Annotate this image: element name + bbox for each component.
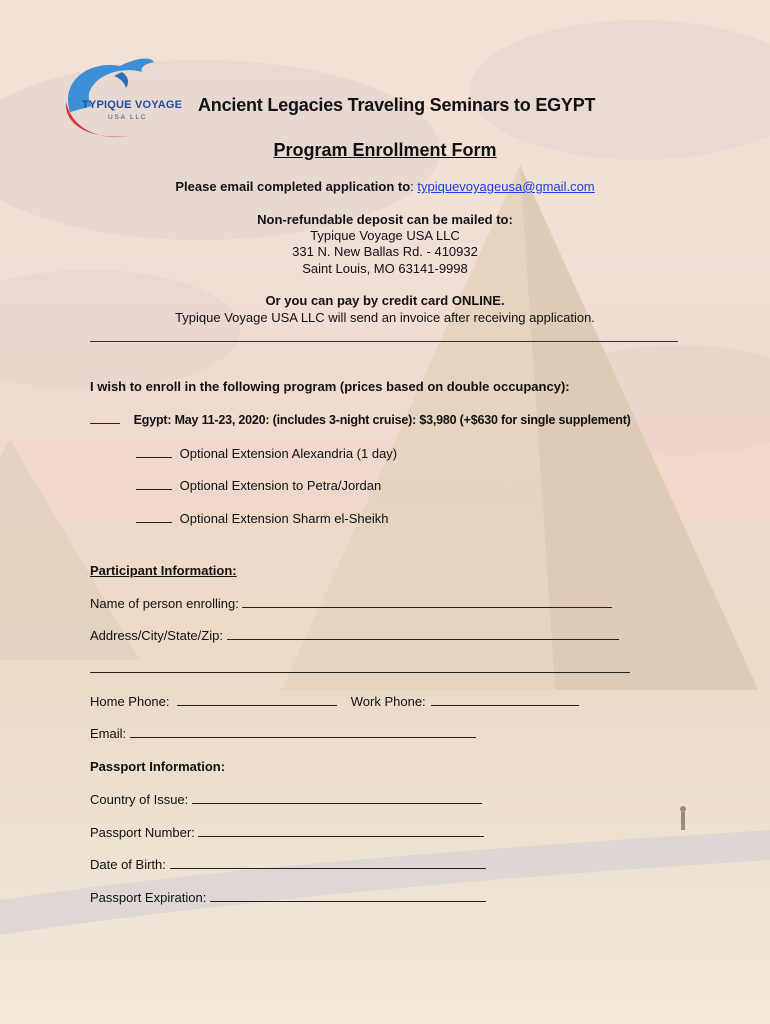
option-blank-2[interactable] (136, 478, 172, 490)
expiration-label: Passport Expiration: (90, 890, 207, 905)
option-row-3 (136, 511, 388, 526)
expiration-field[interactable] (210, 890, 486, 902)
mail-line-1: Typique Voyage USA LLC (310, 228, 460, 243)
option-label-1: Optional Extension Alexandria (1 day) (179, 446, 398, 461)
email-instruction (0, 179, 770, 194)
country-label: Country of Issue: (90, 792, 189, 807)
page-title: Ancient Legacies Traveling Seminars to EGYPT (198, 95, 596, 115)
mail-line-3: Saint Louis, MO 63141-9998 (302, 261, 468, 276)
email-link[interactable]: typiquevoyageusa@gmail.com (417, 179, 595, 194)
dob-row (90, 857, 486, 872)
email-instruction-label: Please email completed application to (175, 179, 411, 194)
email-label: Email: (90, 726, 127, 741)
name-row (90, 596, 612, 611)
enroll-heading: I wish to enroll in the following program (prices based on double occupancy): (90, 379, 570, 394)
work-phone-label: Work Phone: (350, 694, 426, 709)
email-field[interactable] (130, 726, 476, 738)
card-note: Typique Voyage USA LLC will send an invoice after receiving application. (175, 310, 595, 325)
name-field[interactable] (242, 596, 612, 608)
passport-number-label: Passport Number: (90, 825, 195, 840)
country-row (90, 792, 482, 807)
email-row (90, 726, 476, 741)
address-row-2 (90, 661, 630, 676)
passport-number-field[interactable] (198, 825, 484, 837)
mail-line-2: 331 N. New Ballas Rd. - 410932 (292, 244, 478, 259)
country-field[interactable] (192, 792, 482, 804)
address-label: Address/City/State/Zip: (90, 628, 223, 643)
name-label: Name of person enrolling: (90, 596, 239, 611)
passport-number-row (90, 825, 484, 840)
logo-subtitle: USA LLC (108, 114, 148, 121)
program-checkbox-blank[interactable] (90, 412, 120, 424)
divider (90, 341, 678, 342)
home-phone-label: Home Phone: (90, 694, 170, 709)
home-phone-field[interactable] (177, 694, 337, 706)
option-blank-1[interactable] (136, 446, 172, 458)
mail-heading: Non-refundable deposit can be mailed to: (257, 212, 513, 227)
dob-label: Date of Birth: (90, 857, 166, 872)
card-heading: Or you can pay by credit card ONLINE. (265, 293, 505, 308)
dob-field[interactable] (170, 857, 486, 869)
option-label-3: Optional Extension Sharm el-Sheikh (179, 511, 389, 526)
passport-heading: Passport Information: (90, 759, 226, 774)
option-blank-3[interactable] (136, 511, 172, 523)
participant-heading: Participant Information: (90, 563, 237, 578)
form-title: Program Enrollment Form (273, 140, 497, 160)
dolphin-logo-icon (58, 52, 173, 142)
program-row (90, 412, 631, 427)
option-label-2: Optional Extension to Petra/Jordan (179, 478, 382, 493)
address-row (90, 628, 619, 643)
work-phone-field[interactable] (431, 694, 579, 706)
phone-row (90, 694, 579, 709)
option-row-2 (136, 478, 381, 493)
program-description: Egypt: May 11-23, 2020: (includes 3-night cruise): $3,980 (+$630 for single supplement) (133, 413, 631, 427)
address-field-2[interactable] (90, 661, 630, 673)
address-field[interactable] (227, 628, 619, 640)
option-row-1 (136, 446, 397, 461)
expiration-row (90, 890, 486, 905)
email-separator: : (410, 179, 418, 194)
logo-name: TYPIQUE VOYAGE (82, 99, 183, 111)
